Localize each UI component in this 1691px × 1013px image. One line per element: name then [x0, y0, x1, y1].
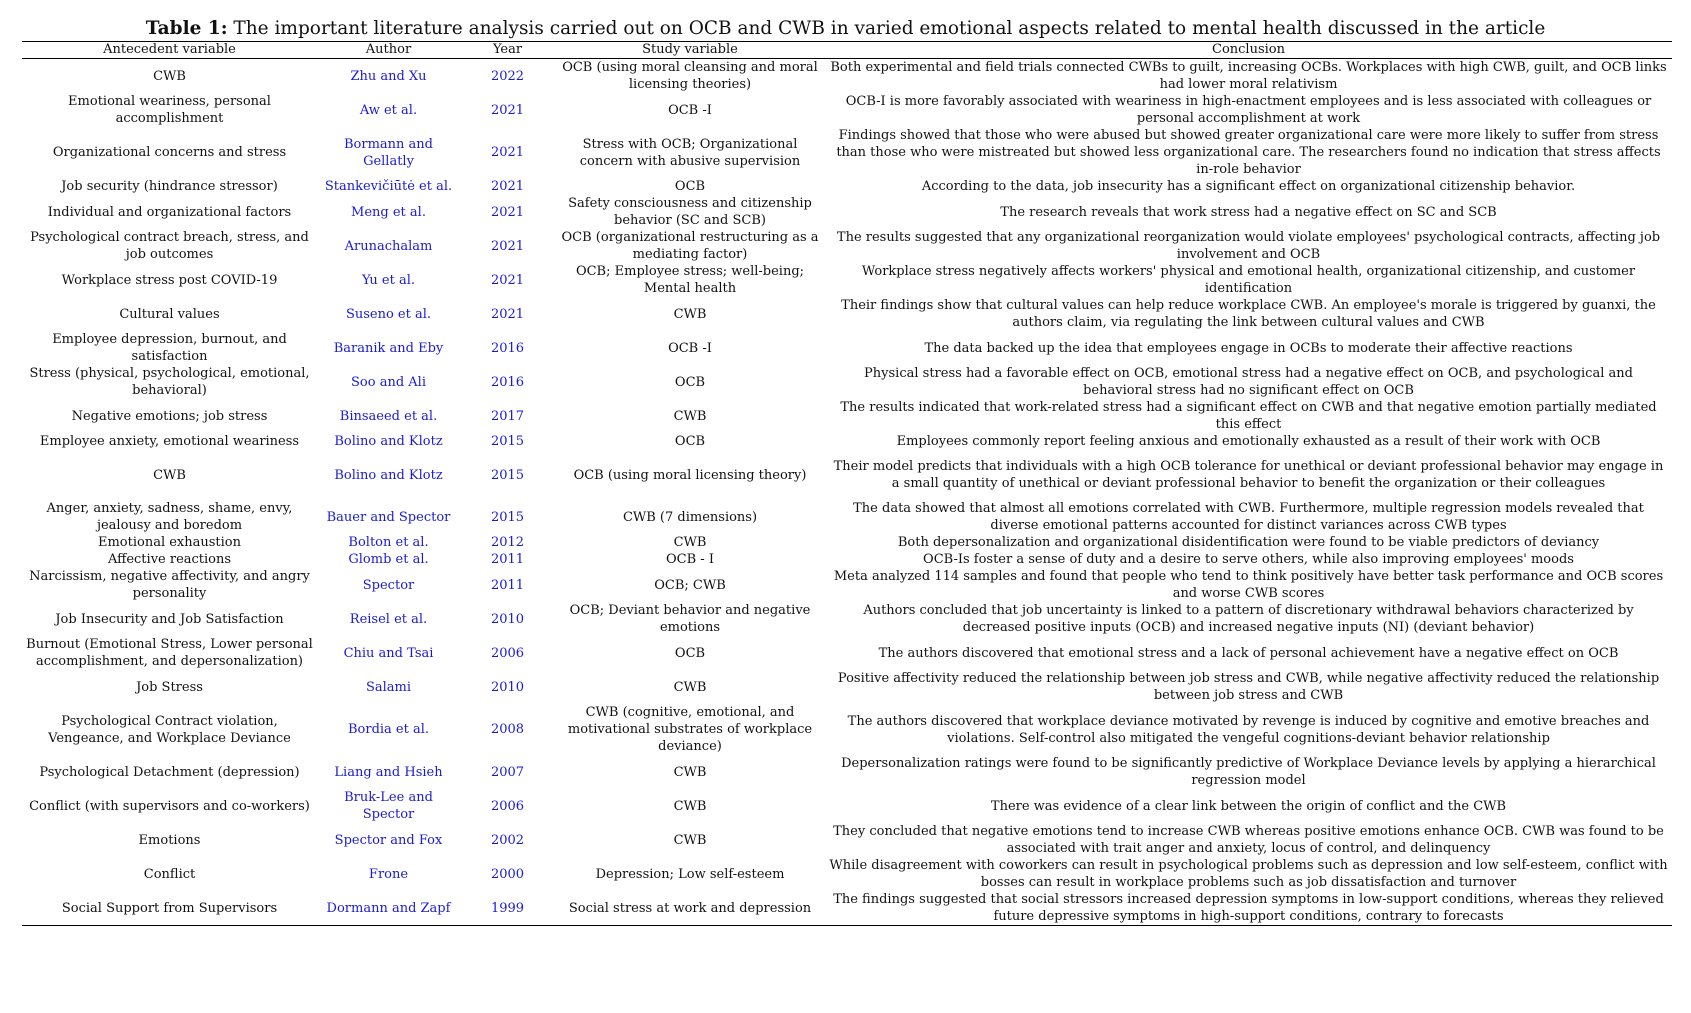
cell-conclusion: There was evidence of a clear link between the origin of conflict and the CWB — [990, 798, 1507, 814]
cell-study: CWB — [673, 306, 707, 322]
cell-year: 2006 — [490, 798, 525, 814]
cell-antecedent: Stress (physical, psychological, emotional, behavioral) — [29, 366, 310, 398]
table-row — [22, 602, 1672, 636]
cell-author: Reisel et al. — [349, 611, 428, 627]
table-row — [22, 534, 1672, 551]
caption-label: Table 1: — [145, 18, 228, 39]
cell-antecedent: Social Support from Supervisors — [22, 891, 317, 926]
cell-year: 2012 — [490, 535, 525, 550]
cell-antecedent: Job Stress — [136, 679, 203, 695]
cell-antecedent: Cultural values — [119, 306, 220, 322]
cell-study: OCB — [674, 434, 706, 449]
cell-year: 2006 — [490, 645, 525, 661]
cell-antecedent: Organizational concerns and stress — [52, 145, 287, 160]
cell-conclusion: The authors discovered that workplace deviance motivated by revenge is induced by cognitive and emotive breaches and violations. Self-control also mitigated the vengeful cognitions-deviant behavior relationship — [847, 713, 1650, 746]
cell-study: CWB — [673, 535, 707, 550]
cell-antecedent: Employee anxiety, emotional weariness — [39, 434, 300, 449]
cell-author: Bormann and Gellatly — [344, 136, 433, 169]
col-header-conclusion: Conclusion — [825, 42, 1672, 59]
cell-antecedent: Emotions — [138, 832, 201, 848]
cell-conclusion: Depersonalization ratings were found to be significantly predictive of Workplace Deviance levels by applying a hierarchical regression model — [841, 756, 1656, 788]
cell-year: 2011 — [490, 552, 525, 567]
cell-year: 2021 — [490, 102, 525, 118]
cell-study: OCB -I — [668, 340, 712, 356]
cell-study: Social stress at work and depression — [555, 891, 825, 926]
table-row — [22, 433, 1672, 450]
table-row — [22, 127, 1672, 178]
table-body — [22, 59, 1672, 926]
table-row — [22, 195, 1672, 229]
cell-conclusion: While disagreement with coworkers can result in psychological problems such as depression and low self-esteem, conflict with bosses can result in workplace problems such as job dissatisfaction and turnover — [829, 858, 1668, 890]
cell-study: OCB; CWB — [654, 577, 726, 593]
cell-antecedent: Conflict — [143, 866, 196, 882]
cell-study: CWB — [673, 679, 707, 695]
cell-author: Bolton et al. — [348, 535, 429, 550]
cell-conclusion: Both depersonalization and organizational disidentification were found to be viable predictors of deviancy — [897, 535, 1600, 550]
table-row — [22, 704, 1672, 755]
table-row — [22, 500, 1672, 534]
cell-conclusion: OCB-Is foster a sense of duty and a desire to serve others, while also improving employees' moods — [923, 552, 1574, 567]
header-row — [22, 42, 1672, 59]
cell-author: Chiu and Tsai — [343, 645, 434, 661]
cell-study: OCB -I — [668, 102, 712, 118]
table-row — [22, 568, 1672, 602]
cell-year: 2017 — [490, 408, 525, 424]
cell-author: Soo and Ali — [351, 374, 426, 390]
cell-conclusion: OCB-I is more favorably associated with weariness in high-enactment employees and is less associated with colleagues or personal accomplishment at work — [845, 94, 1652, 126]
cell-author: Bruk-Lee and Spector — [344, 790, 433, 822]
table-row — [22, 399, 1672, 433]
cell-study: OCB; Employee stress; well-being; Mental health — [575, 264, 805, 296]
cell-year: 2015 — [490, 434, 525, 449]
table-caption — [0, 16, 1691, 42]
cell-conclusion: Findings showed that those who were abused but showed greater organizational care were more likely to suffer from stress than those who were mistreated but showed less organizational care. The researchers found no indication that stress affects in-role behavior — [836, 128, 1661, 177]
table-row — [22, 551, 1672, 568]
cell-author: Stankevičiūtė et al. — [324, 179, 453, 194]
cell-antecedent: Burnout (Emotional Stress, Lower personal accomplishment, and depersonalization) — [26, 637, 313, 669]
cell-antecedent: Affective reactions — [107, 552, 232, 567]
cell-study: CWB (cognitive, emotional, and motivational substrates of workplace deviance) — [567, 705, 813, 754]
cell-conclusion: Both experimental and field trials connected CWBs to guilt, increasing OCBs. Workplaces with high CWB, guilt, and OCB links had lower moral relativism — [830, 60, 1667, 92]
table-row — [22, 789, 1672, 823]
table-row — [22, 670, 1672, 704]
cell-study: OCB (using moral licensing theory) — [573, 467, 807, 483]
cell-author: Salami — [365, 679, 412, 695]
table-row — [22, 178, 1672, 195]
cell-study: Stress with OCB; Organizational concern with abusive supervision — [579, 136, 801, 169]
cell-conclusion: Their findings show that cultural values can help reduce workplace CWB. An employee's morale is triggered by guanxi, the authors claim, via regulating the link between cultural values and CWB — [841, 298, 1656, 330]
cell-author: Bauer and Spector — [326, 509, 451, 525]
cell-author: Binsaeed et al. — [339, 408, 438, 424]
cell-author: Dormann and Zapf — [317, 891, 460, 926]
col-header-author: Author — [317, 42, 460, 59]
cell-study: OCB; Deviant behavior and negative emotions — [569, 603, 811, 635]
table-row — [22, 229, 1672, 263]
cell-study: OCB (using moral cleansing and moral licensing theories) — [562, 60, 818, 92]
cell-year: 2002 — [490, 832, 525, 848]
cell-year: 2021 — [490, 306, 525, 322]
table-row — [22, 263, 1672, 297]
cell-year: 2010 — [490, 611, 525, 627]
cell-author: Yu et al. — [361, 272, 416, 288]
cell-year: 2022 — [490, 68, 525, 84]
cell-year: 2008 — [490, 722, 525, 737]
cell-year: 2021 — [490, 145, 525, 160]
cell-antecedent: Emotional weariness, personal accomplishment — [68, 94, 271, 126]
cell-year: 2016 — [490, 340, 525, 356]
cell-conclusion: Authors concluded that job uncertainty is linked to a pattern of discretionary withdrawal behaviors characterized by decreased positive inputs (OCB) and increased negative inputs (NI) (deviant behavior) — [863, 603, 1634, 635]
cell-study: OCB — [674, 179, 706, 194]
cell-year: 2007 — [490, 764, 525, 780]
cell-author: Bolino and Klotz — [334, 467, 443, 483]
cell-antecedent: Psychological Contract violation, Vengeance, and Workplace Deviance — [48, 713, 291, 746]
cell-antecedent: Job Insecurity and Job Satisfaction — [55, 611, 284, 627]
cell-year: 2021 — [490, 238, 525, 254]
table-row — [22, 331, 1672, 365]
cell-author: Spector and Fox — [334, 832, 443, 848]
cell-author: Frone — [368, 866, 409, 882]
cell-author: Arunachalam — [344, 238, 433, 254]
cell-year: 2011 — [490, 577, 525, 593]
cell-author: Meng et al. — [351, 204, 426, 220]
cell-antecedent: Emotional exhaustion — [97, 535, 242, 550]
cell-year: 2016 — [490, 374, 525, 390]
table-row — [22, 823, 1672, 857]
caption-text: The important literature analysis carried out on OCB and CWB in varied emotional aspects related to mental health discussed in the article — [227, 18, 1546, 39]
table-row — [22, 891, 1672, 926]
cell-author: Bordia et al. — [347, 722, 430, 737]
table-row — [22, 365, 1672, 399]
cell-conclusion: The results indicated that work-related stress had a significant effect on CWB and that negative emotion partially mediated this effect — [840, 400, 1657, 432]
cell-antecedent: CWB — [153, 68, 186, 84]
cell-antecedent: Individual and organizational factors — [47, 204, 292, 220]
cell-antecedent: Psychological Detachment (depression) — [39, 764, 300, 780]
cell-antecedent: Employee depression, burnout, and satisfaction — [52, 332, 287, 364]
cell-conclusion: Physical stress had a favorable effect on OCB, emotional stress had a negative effect on OCB, and psychological and behavioral stress had no significant effect on OCB — [864, 366, 1633, 398]
cell-author: Spector — [362, 577, 415, 593]
cell-year: 2015 — [490, 467, 525, 483]
literature-table — [22, 41, 1672, 926]
col-header-year: Year — [460, 42, 555, 59]
cell-author: Zhu and Xu — [350, 68, 427, 84]
cell-conclusion: They concluded that negative emotions tend to increase CWB whereas positive emotions enhance OCB. CWB was found to be associated with trait anger and anxiety, locus of control, and delinquency — [833, 824, 1664, 856]
cell-study: Safety consciousness and citizenship behavior (SC and SCB) — [568, 196, 812, 228]
table-row — [22, 857, 1672, 891]
cell-study: CWB — [673, 798, 707, 814]
cell-conclusion: The data showed that almost all emotions correlated with CWB. Furthermore, multiple regression models revealed that diverse emotional patterns accounted for distinct variances across CWB types — [853, 501, 1644, 533]
col-header-antecedent: Antecedent variable — [22, 42, 317, 59]
cell-author: Glomb et al. — [348, 552, 429, 567]
cell-year: 2021 — [490, 179, 525, 194]
cell-study: CWB — [673, 764, 707, 780]
cell-author: Baranik and Eby — [333, 340, 444, 356]
cell-author: Suseno et al. — [345, 306, 432, 322]
cell-year: 2000 — [490, 866, 525, 882]
cell-conclusion: The results suggested that any organizational reorganization would violate employees' psychological contracts, affecting job involvement and OCB — [836, 230, 1661, 262]
cell-conclusion: The data backed up the idea that employees engage in OCBs to moderate their affective reactions — [924, 340, 1573, 356]
cell-author: Bolino and Klotz — [334, 434, 443, 449]
col-header-study: Study variable — [555, 42, 825, 59]
cell-conclusion: The findings suggested that social stressors increased depression symptoms in low-support conditions, whereas they relieved future depressive symptoms in high-support conditions, contrary to forecasts — [825, 891, 1672, 926]
cell-study: OCB - I — [666, 552, 714, 567]
table-row — [22, 93, 1672, 127]
cell-antecedent: Narcissism, negative affectivity, and angry personality — [29, 569, 310, 601]
cell-conclusion: Employees commonly report feeling anxious and emotionally exhausted as a result of their work with OCB — [896, 434, 1601, 449]
cell-study: CWB — [673, 408, 707, 424]
cell-study: OCB (organizational restructuring as a mediating factor) — [561, 230, 819, 262]
table-row — [22, 450, 1672, 500]
cell-study: CWB (7 dimensions) — [622, 509, 758, 525]
cell-antecedent: Psychological contract breach, stress, and job outcomes — [30, 230, 309, 262]
table-row — [22, 755, 1672, 789]
table-row — [22, 636, 1672, 670]
cell-year: 2015 — [490, 509, 525, 525]
cell-study: OCB — [674, 374, 706, 390]
cell-antecedent: Conflict (with supervisors and co-workers) — [29, 798, 310, 814]
cell-antecedent: CWB — [153, 467, 186, 483]
cell-antecedent: Job security (hindrance stressor) — [61, 179, 278, 194]
cell-year: 1999 — [460, 891, 555, 926]
cell-antecedent: Anger, anxiety, sadness, shame, envy, jealousy and boredom — [46, 501, 293, 533]
table-row — [22, 297, 1672, 331]
cell-conclusion: Meta analyzed 114 samples and found that people who tend to think positively have better task performance and OCB scores and worse CWB scores — [833, 569, 1664, 601]
cell-conclusion: Their model predicts that individuals with a high OCB tolerance for unethical or deviant professional behavior may engage in a small quantity of unethical or deviant professional behavior to benefit the organization or their colleagues — [833, 459, 1664, 491]
cell-conclusion: Positive affectivity reduced the relationship between job stress and CWB, while negative affectivity reduced the relationship between job stress and CWB — [837, 671, 1660, 703]
cell-year: 2021 — [490, 272, 525, 288]
cell-author: Aw et al. — [359, 102, 418, 118]
cell-author: Liang and Hsieh — [334, 764, 443, 780]
table-row — [22, 59, 1672, 94]
cell-year: 2021 — [490, 204, 525, 220]
cell-conclusion: The research reveals that work stress had a negative effect on SC and SCB — [1000, 204, 1497, 220]
cell-conclusion: According to the data, job insecurity has a significant effect on organizational citizenship behavior. — [921, 179, 1576, 194]
cell-year: 2010 — [490, 679, 525, 695]
cell-antecedent: Negative emotions; job stress — [71, 408, 268, 424]
cell-antecedent: Workplace stress post COVID-19 — [61, 272, 278, 288]
cell-study: Depression; Low self-esteem — [595, 866, 785, 882]
cell-conclusion: Workplace stress negatively affects workers' physical and emotional health, organizational citizenship, and customer identification — [861, 264, 1636, 296]
cell-study: CWB — [673, 832, 707, 848]
cell-study: OCB — [674, 645, 706, 661]
cell-conclusion: The authors discovered that emotional stress and a lack of personal achievement have a negative effect on OCB — [878, 645, 1619, 661]
